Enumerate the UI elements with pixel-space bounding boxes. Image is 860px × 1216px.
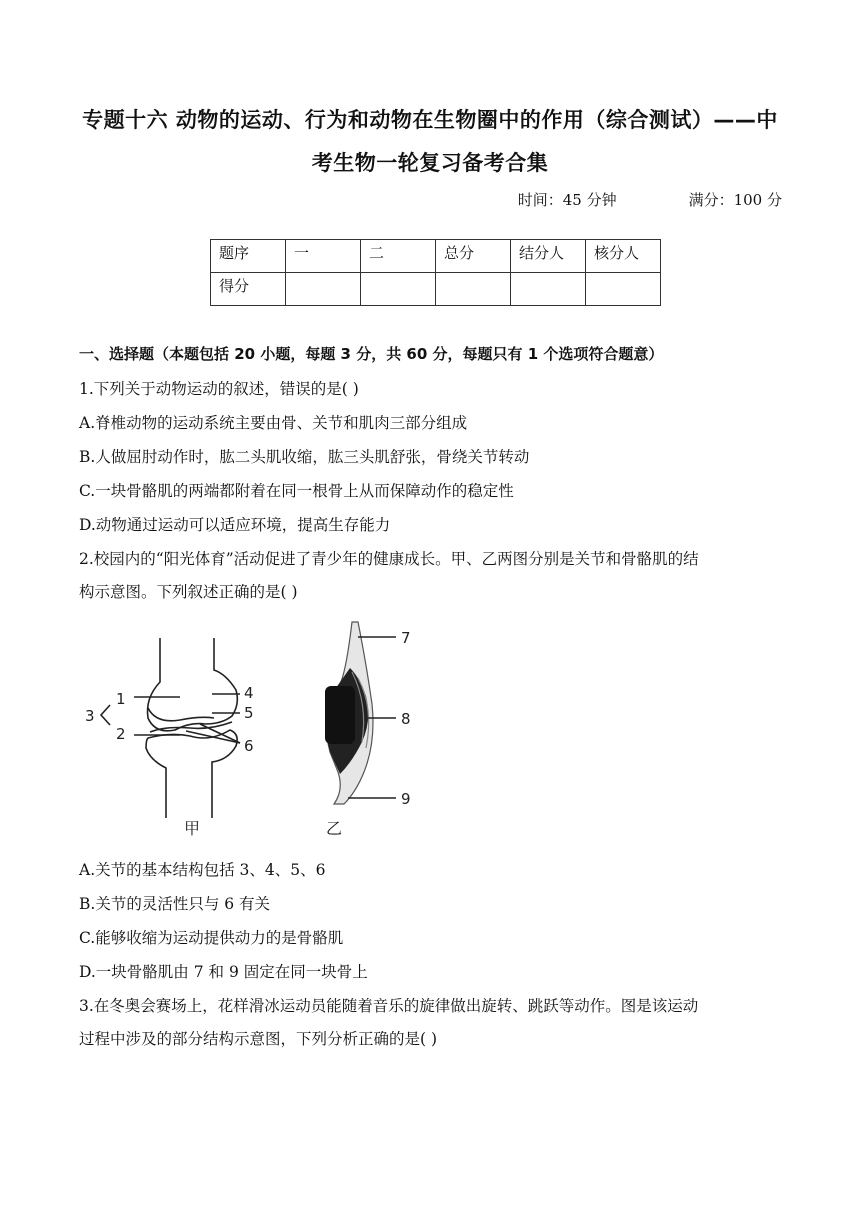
- label-5: 5: [244, 704, 254, 722]
- label-2: 2: [116, 725, 126, 743]
- exam-meta: [518, 189, 782, 210]
- q2-option-d: D.一块骨骼肌由 7 和 9 固定在同一块骨上: [79, 963, 368, 981]
- table-cell: [436, 273, 511, 306]
- table-cell: 得分: [211, 273, 286, 306]
- q1-option-a: A.脊椎动物的运动系统主要由骨、关节和肌肉三部分组成: [79, 414, 468, 432]
- caption-jia: 甲: [184, 819, 201, 838]
- label-3: 3: [85, 707, 95, 725]
- table-cell: [586, 273, 661, 306]
- table-cell: 题序: [211, 240, 286, 273]
- score-table-header-row: [211, 240, 661, 273]
- muscle-diagram: [325, 622, 396, 804]
- table-cell: 二: [361, 240, 436, 273]
- q2-option-a: A.关节的基本结构包括 3、4、5、6: [79, 861, 326, 879]
- label-4: 4: [244, 684, 254, 702]
- label-7: 7: [401, 629, 411, 647]
- label-6: 6: [244, 737, 254, 755]
- caption-yi: 乙: [326, 819, 343, 838]
- table-cell: [361, 273, 436, 306]
- table-cell: 总分: [436, 240, 511, 273]
- table-cell: 一: [286, 240, 361, 273]
- time-limit: 时间：45 分钟: [517, 191, 617, 209]
- section-heading: 一、选择题（本题包括 20 小题，每题 3 分，共 60 分，每题只有 1 个选项符合题意）: [79, 345, 664, 363]
- q1-stem: 1.下列关于动物运动的叙述，错误的是( ): [79, 380, 359, 398]
- label-8: 8: [401, 710, 411, 728]
- q3-stem-line1: 3.在冬奥会赛场上，花样滑冰运动员能随着音乐的旋律做出旋转、跳跃等动作。图是该运动: [79, 997, 699, 1015]
- table-cell: 核分人: [586, 240, 661, 273]
- q2-option-c: C.能够收缩为运动提供动力的是骨骼肌: [79, 929, 344, 947]
- q1-option-d: D.动物通过运动可以适应环境，提高生存能力: [79, 516, 391, 534]
- label-1: 1: [116, 690, 126, 708]
- score-table: [210, 239, 661, 306]
- table-cell: 结分人: [511, 240, 586, 273]
- q2-figure: [0, 612, 860, 842]
- full-score: 满分：100 分: [688, 191, 782, 209]
- q2-stem-line2: 构示意图。下列叙述正确的是( ): [79, 583, 298, 601]
- q1-option-c: C.一块骨骼肌的两端都附着在同一根骨上从而保障动作的稳定性: [79, 482, 514, 500]
- label-9: 9: [401, 790, 411, 808]
- table-cell: [511, 273, 586, 306]
- table-cell: [286, 273, 361, 306]
- score-table-score-row: [211, 273, 661, 306]
- doc-title-line2: 考生物一轮复习备考合集: [311, 151, 549, 175]
- q1-option-b: B.人做屈肘动作时，肱二头肌收缩，肱三头肌舒张，骨绕关节转动: [79, 448, 530, 466]
- q2-stem-line1: 2.校园内的“阳光体育”活动促进了青少年的健康成长。甲、乙两图分别是关节和骨骼肌的结: [79, 550, 699, 568]
- q2-option-b: B.关节的灵活性只与 6 有关: [79, 895, 271, 913]
- q3-stem-line2: 过程中涉及的部分结构示意图，下列分析正确的是( ): [79, 1030, 438, 1048]
- doc-title-line1: 专题十六 动物的运动、行为和动物在生物圈中的作用（综合测试）——中: [82, 108, 778, 132]
